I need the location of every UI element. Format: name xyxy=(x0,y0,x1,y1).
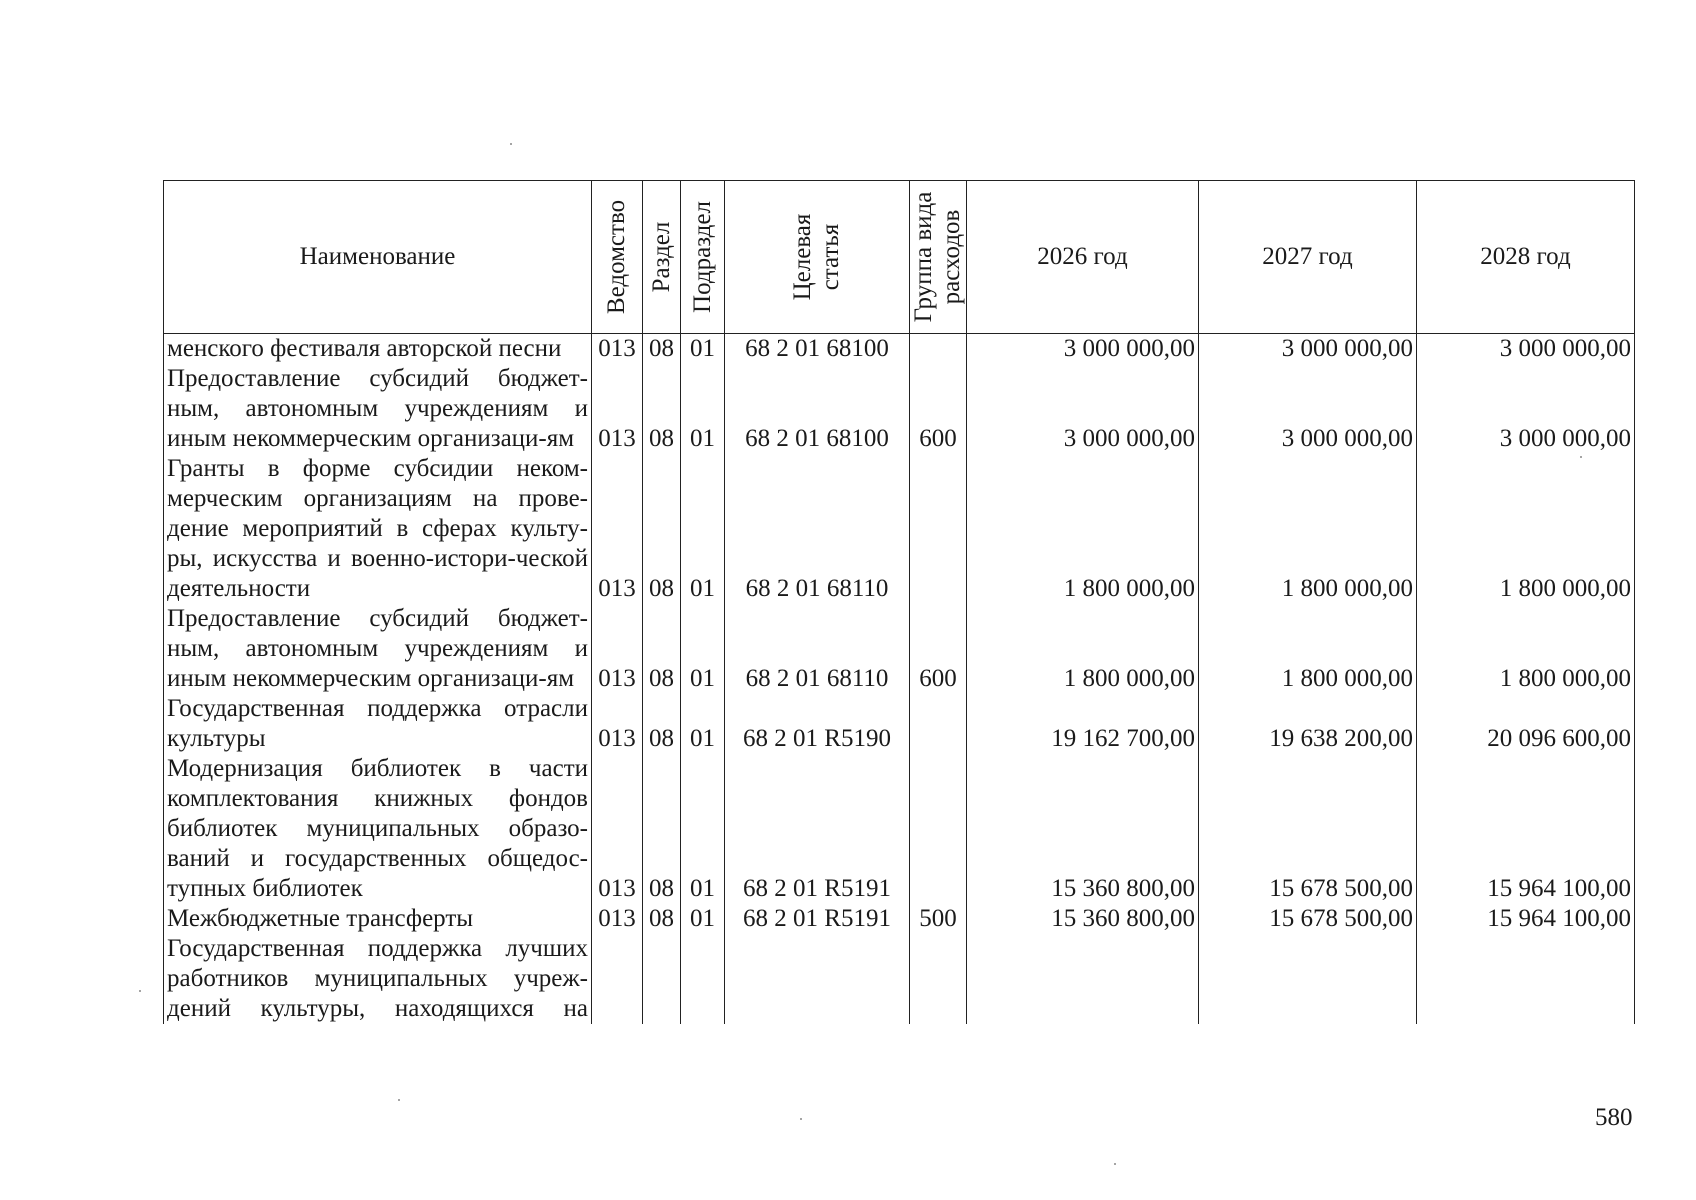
cell-2028: 15 964 100,00 xyxy=(1417,904,1635,934)
cell-2027: 15 678 500,00 xyxy=(1199,754,1417,904)
scan-speck xyxy=(398,1099,400,1101)
table-row xyxy=(164,904,1635,934)
cell-target: 68 2 01 68100 xyxy=(725,334,910,365)
cell-2027 xyxy=(1199,934,1417,1024)
cell-2026: 3 000 000,00 xyxy=(967,364,1199,454)
cell-2027: 19 638 200,00 xyxy=(1199,694,1417,754)
cell-name: Модернизация библиотек в части комплектования книжных фондов библиотек муниципальных образо-ваний и государственных общедос-тупных библиотек xyxy=(164,754,592,904)
scan-speck xyxy=(800,1118,802,1120)
cell-dept: 013 xyxy=(592,454,643,604)
cell-dept: 013 xyxy=(592,364,643,454)
cell-target: 68 2 01 R5191 xyxy=(725,754,910,904)
header-target: Целевая статья xyxy=(725,181,910,334)
cell-expense-group xyxy=(910,694,967,754)
cell-expense-group: 600 xyxy=(910,364,967,454)
cell-target: 68 2 01 68100 xyxy=(725,364,910,454)
cell-dept: 013 xyxy=(592,334,643,365)
cell-section: 08 xyxy=(643,454,681,604)
cell-2028: 15 964 100,00 xyxy=(1417,754,1635,904)
cell-name: менского фестиваля авторской песни xyxy=(164,334,592,365)
cell-2028: 1 800 000,00 xyxy=(1417,604,1635,694)
cell-expense-group xyxy=(910,754,967,904)
cell-dept xyxy=(592,934,643,1024)
cell-2026: 15 360 800,00 xyxy=(967,904,1199,934)
table-body xyxy=(164,334,1635,1025)
scan-speck xyxy=(1114,1163,1116,1165)
cell-dept: 013 xyxy=(592,604,643,694)
header-subsection: Подраздел xyxy=(681,181,725,334)
header-name: Наименование xyxy=(164,181,592,334)
cell-expense-group xyxy=(910,454,967,604)
header-section: Раздел xyxy=(643,181,681,334)
cell-name: Предоставление субсидий бюджет-ным, автономным учреждениям и иным некоммерческим организаци-ям xyxy=(164,604,592,694)
cell-2028 xyxy=(1417,934,1635,1024)
cell-subsection: 01 xyxy=(681,604,725,694)
cell-2028: 1 800 000,00 xyxy=(1417,454,1635,604)
cell-expense-group: 500 xyxy=(910,904,967,934)
cell-2027: 1 800 000,00 xyxy=(1199,454,1417,604)
cell-section: 08 xyxy=(643,604,681,694)
cell-name: Государственная поддержка лучших работников муниципальных учреж-дений культуры, находящихся на xyxy=(164,934,592,1024)
cell-target: 68 2 01 R5190 xyxy=(725,694,910,754)
cell-2027: 3 000 000,00 xyxy=(1199,364,1417,454)
cell-section xyxy=(643,934,681,1024)
table-row xyxy=(164,604,1635,694)
cell-2028: 3 000 000,00 xyxy=(1417,364,1635,454)
table-row xyxy=(164,934,1635,1024)
cell-subsection: 01 xyxy=(681,904,725,934)
cell-subsection: 01 xyxy=(681,364,725,454)
cell-target xyxy=(725,934,910,1024)
cell-target: 68 2 01 R5191 xyxy=(725,904,910,934)
cell-2026: 1 800 000,00 xyxy=(967,604,1199,694)
budget-table xyxy=(163,180,1635,1024)
table-header-row xyxy=(164,181,1635,334)
cell-name: Предоставление субсидий бюджет-ным, автономным учреждениям и иным некоммерческим организаци-ям xyxy=(164,364,592,454)
cell-2028: 20 096 600,00 xyxy=(1417,694,1635,754)
cell-subsection: 01 xyxy=(681,694,725,754)
cell-dept: 013 xyxy=(592,694,643,754)
cell-subsection xyxy=(681,934,725,1024)
scan-speck xyxy=(510,143,512,145)
cell-subsection: 01 xyxy=(681,754,725,904)
cell-2026: 19 162 700,00 xyxy=(967,694,1199,754)
header-dept: Ведомство xyxy=(592,181,643,334)
table-row xyxy=(164,754,1635,904)
cell-2027: 1 800 000,00 xyxy=(1199,604,1417,694)
scan-speck xyxy=(139,990,141,992)
table-row xyxy=(164,454,1635,604)
cell-2028: 3 000 000,00 xyxy=(1417,334,1635,365)
cell-subsection: 01 xyxy=(681,334,725,365)
cell-expense-group xyxy=(910,334,967,365)
cell-target: 68 2 01 68110 xyxy=(725,604,910,694)
cell-subsection: 01 xyxy=(681,454,725,604)
cell-2026: 1 800 000,00 xyxy=(967,454,1199,604)
cell-expense-group xyxy=(910,934,967,1024)
cell-section: 08 xyxy=(643,364,681,454)
cell-section: 08 xyxy=(643,754,681,904)
table-row xyxy=(164,334,1635,365)
header-2028: 2028 год xyxy=(1417,181,1635,334)
cell-dept: 013 xyxy=(592,754,643,904)
table-row xyxy=(164,364,1635,454)
cell-target: 68 2 01 68110 xyxy=(725,454,910,604)
cell-expense-group: 600 xyxy=(910,604,967,694)
page-number: 580 xyxy=(1595,1104,1633,1131)
cell-section: 08 xyxy=(643,694,681,754)
cell-2026: 3 000 000,00 xyxy=(967,334,1199,365)
header-expense-group: Группа вида расходов xyxy=(910,181,967,334)
cell-2027: 15 678 500,00 xyxy=(1199,904,1417,934)
cell-name: Государственная поддержка отрасли культуры xyxy=(164,694,592,754)
cell-2026: 15 360 800,00 xyxy=(967,754,1199,904)
cell-name: Гранты в форме субсидии неком-мерческим организациям на прове-дение мероприятий в сферах культу-ры, искусства и военно-истори-ческой деятельности xyxy=(164,454,592,604)
cell-section: 08 xyxy=(643,334,681,365)
cell-2026 xyxy=(967,934,1199,1024)
cell-dept: 013 xyxy=(592,904,643,934)
table-row xyxy=(164,694,1635,754)
cell-section: 08 xyxy=(643,904,681,934)
header-2027: 2027 год xyxy=(1199,181,1417,334)
header-2026: 2026 год xyxy=(967,181,1199,334)
cell-2027: 3 000 000,00 xyxy=(1199,334,1417,365)
scan-speck xyxy=(1580,456,1582,458)
cell-name: Межбюджетные трансферты xyxy=(164,904,592,934)
